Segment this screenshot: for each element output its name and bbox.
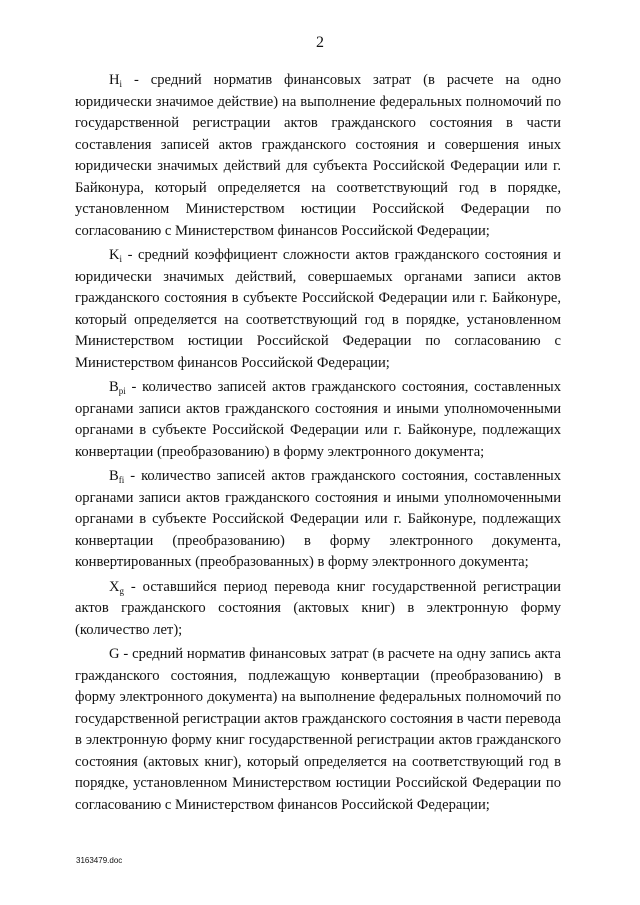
definition-g xyxy=(75,644,561,816)
definition-bf xyxy=(75,466,561,574)
subscript: fi xyxy=(118,475,125,485)
definition-x xyxy=(75,577,561,642)
definition-k xyxy=(75,245,561,374)
symbol: H xyxy=(109,72,120,88)
page-number: 2 xyxy=(316,34,324,51)
definition-text: - средний норматив финансовых затрат (в расчете на одну запись акта гражданского состояния, подлежащую конвертации (преобразованию) в форму электронного документа) на выполнение федеральных полномочий по государственной регистрации актов гражданского состояния в части перевода в электронную форму книг государственной регистрации актов гражданского состояния (актовых книг), который определяется на соответствующий год в порядке, установленном Министерством юстиции Российской Федерации по согласованию с Министерством финансов Российской Федерации; xyxy=(75,646,561,813)
definition-text: - средний коэффициент сложности актов гражданского состояния и юридически значимых действий, совершаемых органами записи актов гражданского состояния в субъекте Российской Федерации или г. Байконуре, который определяется на соответствующий год в порядке, установленном Министерством юстиции Российской Федерации по согласованию с Министерством финансов Российской Федерации; xyxy=(75,247,561,371)
symbol: K xyxy=(109,247,120,263)
definition-text: - средний норматив финансовых затрат (в расчете на одно юридически значимое действие) на выполнение федеральных полномочий по государственной регистрации актов гражданского состояния в части составления записей актов гражданского состояния и совершения иных юридически значимых действий для субъекта Российской Федерации или г. Байконура, который определяется на соответствующий год в порядке, установленном Министерством юстиции Российской Федерации по согласованию с Министерством финансов Российской Федерации; xyxy=(75,72,561,239)
symbol: B xyxy=(109,468,119,484)
footer-filename: 3163479.doc xyxy=(76,856,123,865)
subscript: i xyxy=(119,254,123,264)
symbol: X xyxy=(109,578,120,595)
definition-h xyxy=(75,70,561,242)
definition-text: - количество записей актов гражданского состояния, составленных органами записи актов гражданского состояния и иными уполномоченными органами в субъекте Российской Федерации или г. Байконуре, подлежащих конвертации (преобразованию) в форму электронного документа; xyxy=(75,379,561,460)
definition-text: - оставшийся период перевода книг государственной регистрации актов гражданского состояния (актовых книг) в электронную форму (количество лет); xyxy=(75,578,561,638)
symbol: G xyxy=(109,646,120,662)
document-body xyxy=(75,70,561,819)
subscript: i xyxy=(119,79,123,89)
subscript: g xyxy=(119,585,125,596)
definition-text: - количество записей актов гражданского состояния, составленных органами записи актов гражданского состояния и иными уполномоченными органами в субъекте Российской Федерации или г. Байконуре, подлежащих конвертации (преобразованию) в форму электронного документа, конвертированных (преобразованных) в форму электронного документа; xyxy=(75,468,561,570)
subscript: pi xyxy=(118,386,126,396)
definition-bp xyxy=(75,377,561,463)
symbol: B xyxy=(109,379,119,395)
